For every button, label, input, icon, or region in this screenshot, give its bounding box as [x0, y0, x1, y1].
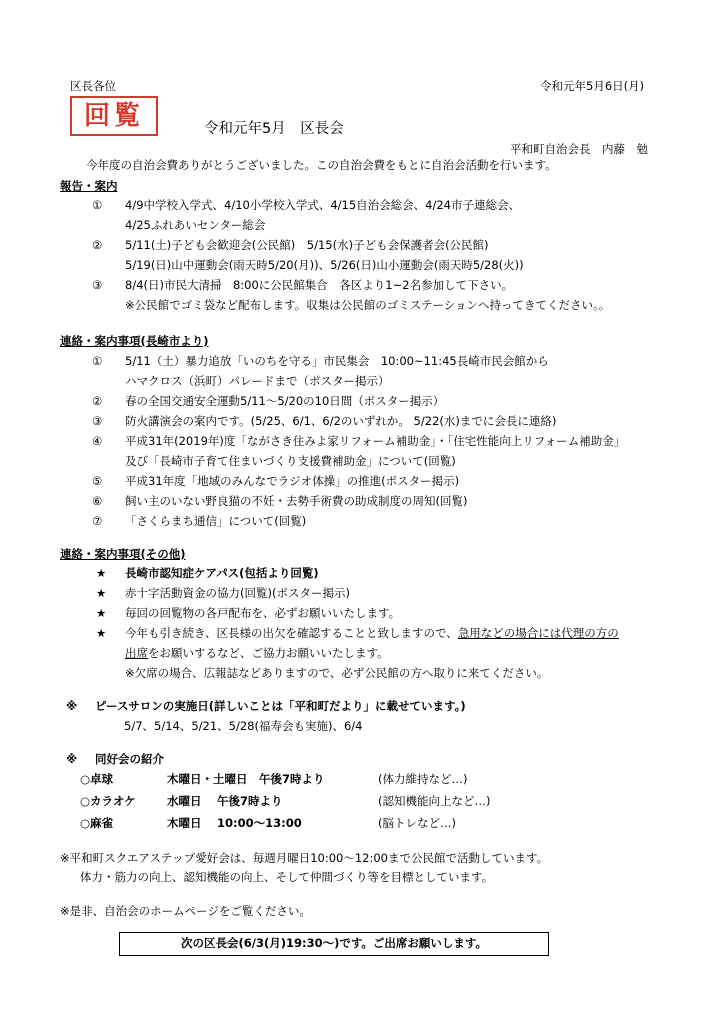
club-name: ○卓球	[80, 772, 114, 786]
list-item	[92, 353, 549, 369]
list-text: 「さくらまち通信」について(回覧)	[125, 514, 307, 528]
list-item	[92, 277, 513, 293]
list-marker: ①	[92, 198, 103, 212]
star-icon: ★	[96, 566, 107, 580]
star-icon: ★	[96, 626, 107, 640]
list-text: 今年も引き続き、区長様の出欠を確認することと致しますので、	[125, 626, 458, 640]
peace-salon-dates: 5/7、5/14、5/21、5/28(福寿会も実施)、6/4	[124, 719, 363, 733]
list-marker: ③	[92, 278, 103, 292]
list-text: 防火講演会の案内です。(5/25、6/1、6/2のいずれか。 5/22(水)までに会長に連絡)	[125, 414, 557, 428]
circulation-stamp: 回覧	[70, 96, 158, 136]
club-schedule: 木曜日 10:00～13:00	[167, 816, 302, 830]
list-item	[92, 413, 556, 429]
star-icon: ★	[96, 606, 107, 620]
list-item	[96, 625, 619, 641]
clubs-title: 同好会の紹介	[95, 752, 164, 766]
sender: 平和町自治会長 内藤 勉	[510, 142, 648, 156]
star-icon: ★	[96, 586, 107, 600]
list-item	[92, 513, 306, 529]
homepage-note: ※是非、自治会のホームページをご覧ください。	[60, 904, 311, 918]
list-text: 飼い主のいない野良猫の不妊・去勢手術費の助成制度の周知(回覧)	[125, 494, 468, 508]
clubs-heading	[66, 751, 164, 767]
list-marker: ③	[92, 414, 103, 428]
list-item	[92, 473, 459, 489]
list-text-continued: 4/25ふれあいセンター総会	[125, 218, 266, 232]
list-text-continued: 及び「長崎市子育て住まいづくり支援費補助金」について(回覧)	[125, 454, 456, 468]
club-note: (認知機能向上など…)	[378, 794, 491, 808]
list-text-continued: ハマクロス（浜町）パレードまで（ポスター掲示）	[125, 374, 390, 388]
peace-salon-title: ピースサロンの実施日(詳しいことは「平和町だより」に載せています。)	[95, 699, 466, 713]
list-marker: ⑥	[92, 494, 103, 508]
list-marker: ①	[92, 354, 103, 368]
next-meeting-notice: 次の区長会(6/3(月)19:30～)です。ご出席お願いします。	[119, 932, 549, 956]
intro-text: 今年度の自治会費ありがとうございました。この自治会費をもとに自治会活動を行います。	[86, 158, 557, 172]
list-item	[92, 493, 467, 509]
list-item	[96, 605, 400, 621]
list-text-continued: 5/19(日)山中運動会(雨天時5/20(月))、5/26(日)山小運動会(雨天時5/28(火))	[125, 258, 524, 272]
list-text: 平成31年度「地域のみんなでラジオ体操」の推進(ポスター掲示)	[125, 474, 460, 488]
square-step-note: ※平和町スクエアステップ愛好会は、毎週月曜日10:00～12:00まで公民館で活動しています。	[60, 851, 549, 865]
list-item	[92, 237, 489, 253]
club-note: (体力維持など…)	[378, 772, 468, 786]
note-mark: ※	[66, 699, 78, 713]
list-text-continued	[125, 645, 389, 661]
underlined-text: 急用などの場合には代理の方の	[457, 626, 619, 640]
page-title: 令和元年5月 区長会	[204, 121, 344, 137]
list-text: 平成31年(2019年)度「ながさき住みよ家リフォーム補助金」・「住宅性能向上リフォーム補助金」	[125, 434, 626, 448]
club-name: ○カラオケ	[80, 794, 136, 808]
list-text: 長崎市認知症ケアパス(包括より回覧)	[125, 566, 319, 580]
list-text: 赤十字活動資金の協力(回覧)(ポスター掲示)	[125, 586, 350, 600]
club-schedule: 木曜日・土曜日 午後7時より	[167, 772, 325, 786]
club-name: ○麻雀	[80, 816, 114, 830]
list-text: 4/9中学校入学式、4/10小学校入学式、4/15自治会総会、4/24市子連総会、	[125, 198, 520, 212]
list-item	[92, 433, 625, 449]
list-item	[96, 585, 350, 601]
section-heading-city: 連絡・案内事項(長崎市より)	[60, 334, 209, 348]
list-text: をお願いするなど、ご協力お願いいたします。	[148, 646, 389, 660]
list-marker: ②	[92, 238, 103, 252]
absence-note: ※欠席の場合、広報誌などありますので、必ず公民館の方へ取りに来てください。	[125, 666, 549, 680]
list-item	[92, 393, 444, 409]
club-schedule: 水曜日 午後7時より	[167, 794, 283, 808]
list-marker: ⑤	[92, 474, 103, 488]
square-step-goals: 体力・筋力の向上、認知機能の向上、そして仲間づくり等を目標としています。	[80, 870, 494, 884]
date: 令和元年5月6日(月)	[540, 79, 645, 93]
note-mark: ※	[66, 752, 78, 766]
list-text: 毎回の回覧物の各戸配布を、必ずお願いいたします。	[125, 606, 401, 620]
list-marker: ⑦	[92, 514, 103, 528]
list-item	[92, 197, 520, 213]
list-text-continued: ※公民館でゴミ袋など配布します。収集は公民館のゴミステーションへ持ってきてください。。	[125, 298, 611, 312]
section-heading-other: 連絡・案内事項(その他)	[60, 547, 186, 561]
list-text: 春の全国交通安全運動5/11～5/20の10日間（ポスター掲示）	[125, 394, 445, 408]
club-note: (脳トレなど…)	[378, 816, 456, 830]
recipient: 区長各位	[70, 79, 116, 93]
peace-salon-heading	[66, 698, 466, 714]
list-marker: ②	[92, 394, 103, 408]
section-heading-reports: 報告・案内	[60, 179, 118, 193]
list-item	[96, 565, 319, 581]
list-text: 8/4(日)市民大清掃 8:00に公民館集合 各区より1~2名参加して下さい。	[125, 278, 514, 292]
underlined-text: 出席	[125, 646, 148, 660]
list-marker: ④	[92, 434, 103, 448]
list-text: 5/11（土）暴力追放「いのちを守る」市民集会 10:00~11:45長崎市民会館から	[125, 354, 549, 368]
list-text: 5/11(土)子ども会歓迎会(公民館) 5/15(水)子ども会保護者会(公民館)	[125, 238, 489, 252]
